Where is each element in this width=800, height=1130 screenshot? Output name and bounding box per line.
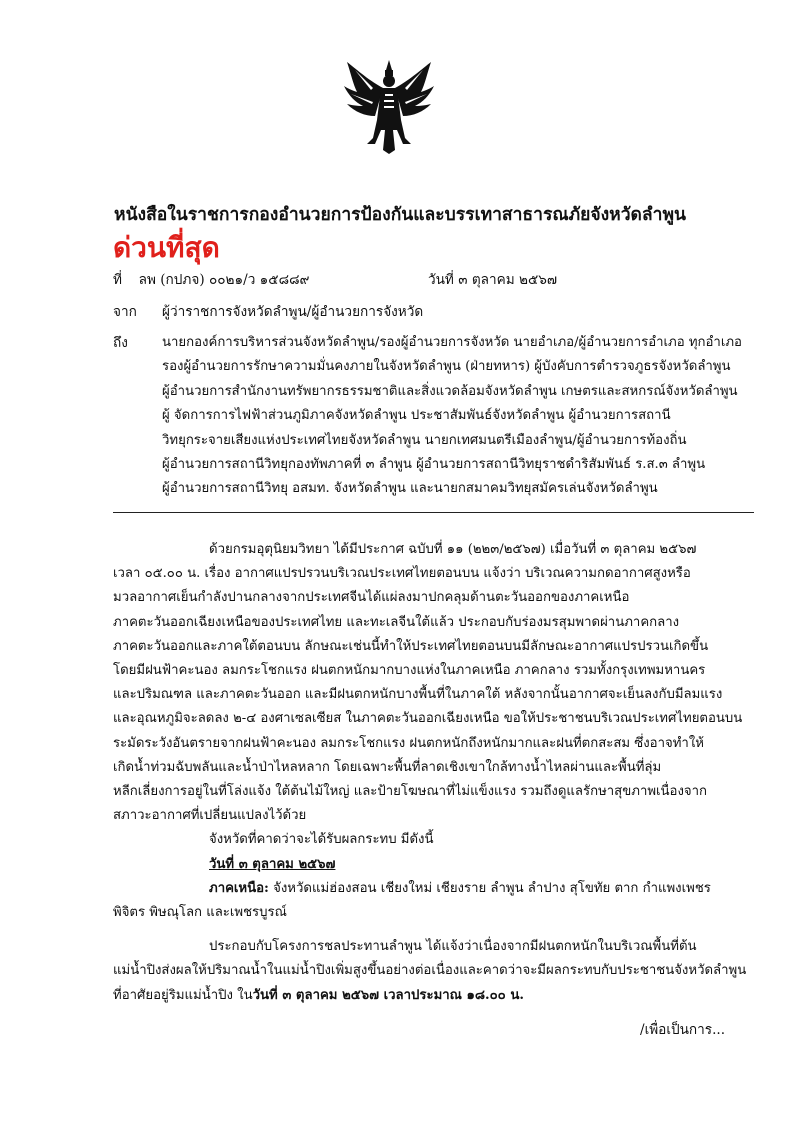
ref-label: ที่ — [113, 272, 122, 288]
north-region-row — [113, 877, 754, 901]
body-line-final — [113, 984, 754, 1008]
body-line: แม่น้ำปิงส่งผลให้ปริมาณน้ำในแม่น้ำปิงเพิ่มสูงขึ้นอย่างต่อเนื่องและคาดว่าจะมีผลกระทบกับประชาชนจังหวัดลำพูน — [113, 963, 747, 979]
body-line: และปริมณฑล และภาคตะวันออก และมีฝนตกหนักบางพื้นที่ในภาคใต้ หลังจากนั้นอากาศจะเย็นลงกับมีลมแรง — [113, 687, 723, 703]
north-region-label: ภาคเหนือ: — [209, 880, 269, 896]
ref-value: ลพ (กปภจ) ๐๐๒๑/ว ๑๕๘๘๙ — [138, 272, 310, 288]
body-line: ภาคตะวันออกและภาคใต้ตอนบน ลักษณะเช่นนี้ทำให้ประเทศไทยตอนบนมีลักษณะอากาศแปรปรวนเกิดขึ้น — [113, 638, 709, 654]
document-title: หนังสือในราชการกองอำนวยการป้องกันและบรรเทาสาธารณภัยจังหวัดลำพูน — [114, 205, 686, 225]
ref-row — [113, 268, 310, 292]
garuda-emblem-icon — [343, 58, 435, 158]
body-line: สภาวะอากาศที่เปลี่ยนแปลงไว้ด้วย — [113, 808, 307, 824]
continuation-note: /เพื่อเป็นการ... — [640, 1022, 726, 1038]
body-line: ด้วยกรมอุตุนิยมวิทยา ได้มีประกาศ ฉบับที่ ๑๑ (๒๒๓/๒๕๖๗) เมื่อวันที่ ๓ ตุลาคม ๒๕๖๗ — [209, 542, 697, 557]
recipient-line: ผู้ จัดการการไฟฟ้าส่วนภูมิภาคจังหวัดลำพูน ประชาสัมพันธ์จังหวัดลำพูน ผู้อำนวยการสถานี — [162, 408, 671, 424]
affected-intro: จังหวัดที่คาดว่าจะได้รับผลกระทบ มีดังนี้ — [209, 832, 434, 848]
to-label: ถึง — [113, 335, 128, 351]
from-label: จาก — [113, 304, 137, 320]
body-line: โดยมีฝนฟ้าคะนอง ลมกระโชกแรง ฝนตกหนักมากบางแห่งในภาคเหนือ ภาคกลาง รวมทั้งกรุงเทพมหานคร — [113, 663, 706, 679]
north-region-provinces-cont: พิจิตร พิษณุโลก และเพชรบูรณ์ — [113, 905, 287, 921]
recipient-list — [162, 331, 762, 502]
body-line: ประกอบกับโครงการชลประทานลำพูน ได้แจ้งว่าเนื่องจากมีฝนตกหนักในบริเวณพื้นที่ต้น — [209, 939, 697, 955]
body-line: หลีกเลี่ยงการอยู่ในที่โล่งแจ้ง ใต้ต้นไม้ใหญ่ และป้ายโฆษณาที่ไม่แข็งแรง รวมถึงดูแลรักษาสุขภาพเนื่องจาก — [113, 784, 708, 800]
affected-date-row — [113, 853, 754, 877]
recipient-line: ผู้อำนวยการสำนักงานทรัพยากรธรรมชาติและสิ่งแวดล้อมจังหวัดลำพูน เกษตรและสหกรณ์จังหวัดลำพูน — [162, 383, 738, 399]
north-region-provinces: จังหวัดแม่ฮ่องสอน เชียงใหม่ เชียงราย ลำพูน ลำปาง สุโขทัย ตาก กำแพงเพชร — [268, 880, 711, 896]
body-line: ระมัดระวังอันตรายจากฝนฟ้าคะนอง ลมกระโชกแรง ฝนตกหนักถึงหนักมากและฝนที่ตกสะสม ซึ่งอาจทำให้ — [113, 735, 704, 751]
body-line: มวลอากาศเย็นกำลังปานกลางจากประเทศจีนได้แผ่ลงมาปกคลุมด้านตะวันออกของภาคเหนือ — [113, 590, 630, 606]
body-line: เกิดน้ำท่วมฉับพลันและน้ำป่าไหลหลาก โดยเฉพาะพื้นที่ลาดเชิงเขาใกล้ทางน้ำไหลผ่านและพื้นที่ลุ่ม — [113, 759, 662, 775]
body-line: และอุณหภูมิจะลดลง ๒-๔ องศาเซลเซียส ในภาคตะวันออกเฉียงเหนือ ขอให้ประชาชนบริเวณประเทศไทยตอนบน — [113, 711, 743, 727]
recipient-line: วิทยุกระจายเสียงแห่งประเทศไทยจังหวัดลำพูน นายกเทศมนตรีเมืองลำพูน/ผู้อำนวยการท้องถิ่น — [162, 432, 687, 448]
body-line: เวลา ๐๕.๐๐ น. เรื่อง อากาศแปรปรวนบริเวณประเทศไทยตอนบน แจ้งว่า บริเวณความกดอากาศสูงหรือ — [113, 566, 691, 582]
recipient-line: ผู้อำนวยการสถานีวิทยุ อสมท. จังหวัดลำพูน และนายกสมาคมวิทยุสมัครเล่นจังหวัดลำพูน — [162, 481, 658, 497]
date-row — [428, 268, 557, 292]
final-line-text: ที่อาศัยอยู่ริมแม่น้ำปิง ใน — [113, 987, 253, 1003]
date-value: ๓ ตุลาคม ๒๕๖๗ — [458, 272, 558, 288]
document-body — [113, 538, 754, 1008]
affected-date: วันที่ ๓ ตุลาคม ๒๕๖๗ — [209, 856, 336, 872]
date-label: วันที่ — [428, 272, 454, 288]
from-value: ผู้ว่าราชการจังหวัดลำพูน/ผู้อำนวยการจังหวัด — [162, 304, 424, 320]
final-line-time: วันที่ ๓ ตุลาคม ๒๕๖๗ เวลาประมาณ ๑๘.๐๐ น. — [252, 987, 524, 1003]
recipient-line: นายกองค์การบริหารส่วนจังหวัดลำพูน/รองผู้อำนวยการจังหวัด นายอำเภอ/ผู้อำนวยการอำเภอ ทุกอำเภอ — [162, 335, 742, 350]
header-divider — [113, 512, 754, 513]
urgency-stamp: ด่วนที่สุด — [113, 231, 220, 264]
recipient-line: รองผู้อำนวยการรักษาความมั่นคงภายในจังหวัดลำพูน (ฝ่ายทหาร) ผู้บังคับการตำรวจภูธรจังหวัดลำพูน — [162, 359, 731, 375]
recipient-line: ผู้อำนวยการสถานีวิทยุกองทัพภาคที่ ๓ ลำพูน ผู้อำนวยการสถานีวิทยุราชดำริสัมพันธ์ ร.ส.๓ ลำพูน — [162, 457, 706, 473]
body-line: ภาคตะวันออกเฉียงเหนือของประเทศไทย และทะเลจีนใต้แล้ว ประกอบกับร่องมรสุมพาดผ่านภาคกลาง — [113, 614, 680, 630]
